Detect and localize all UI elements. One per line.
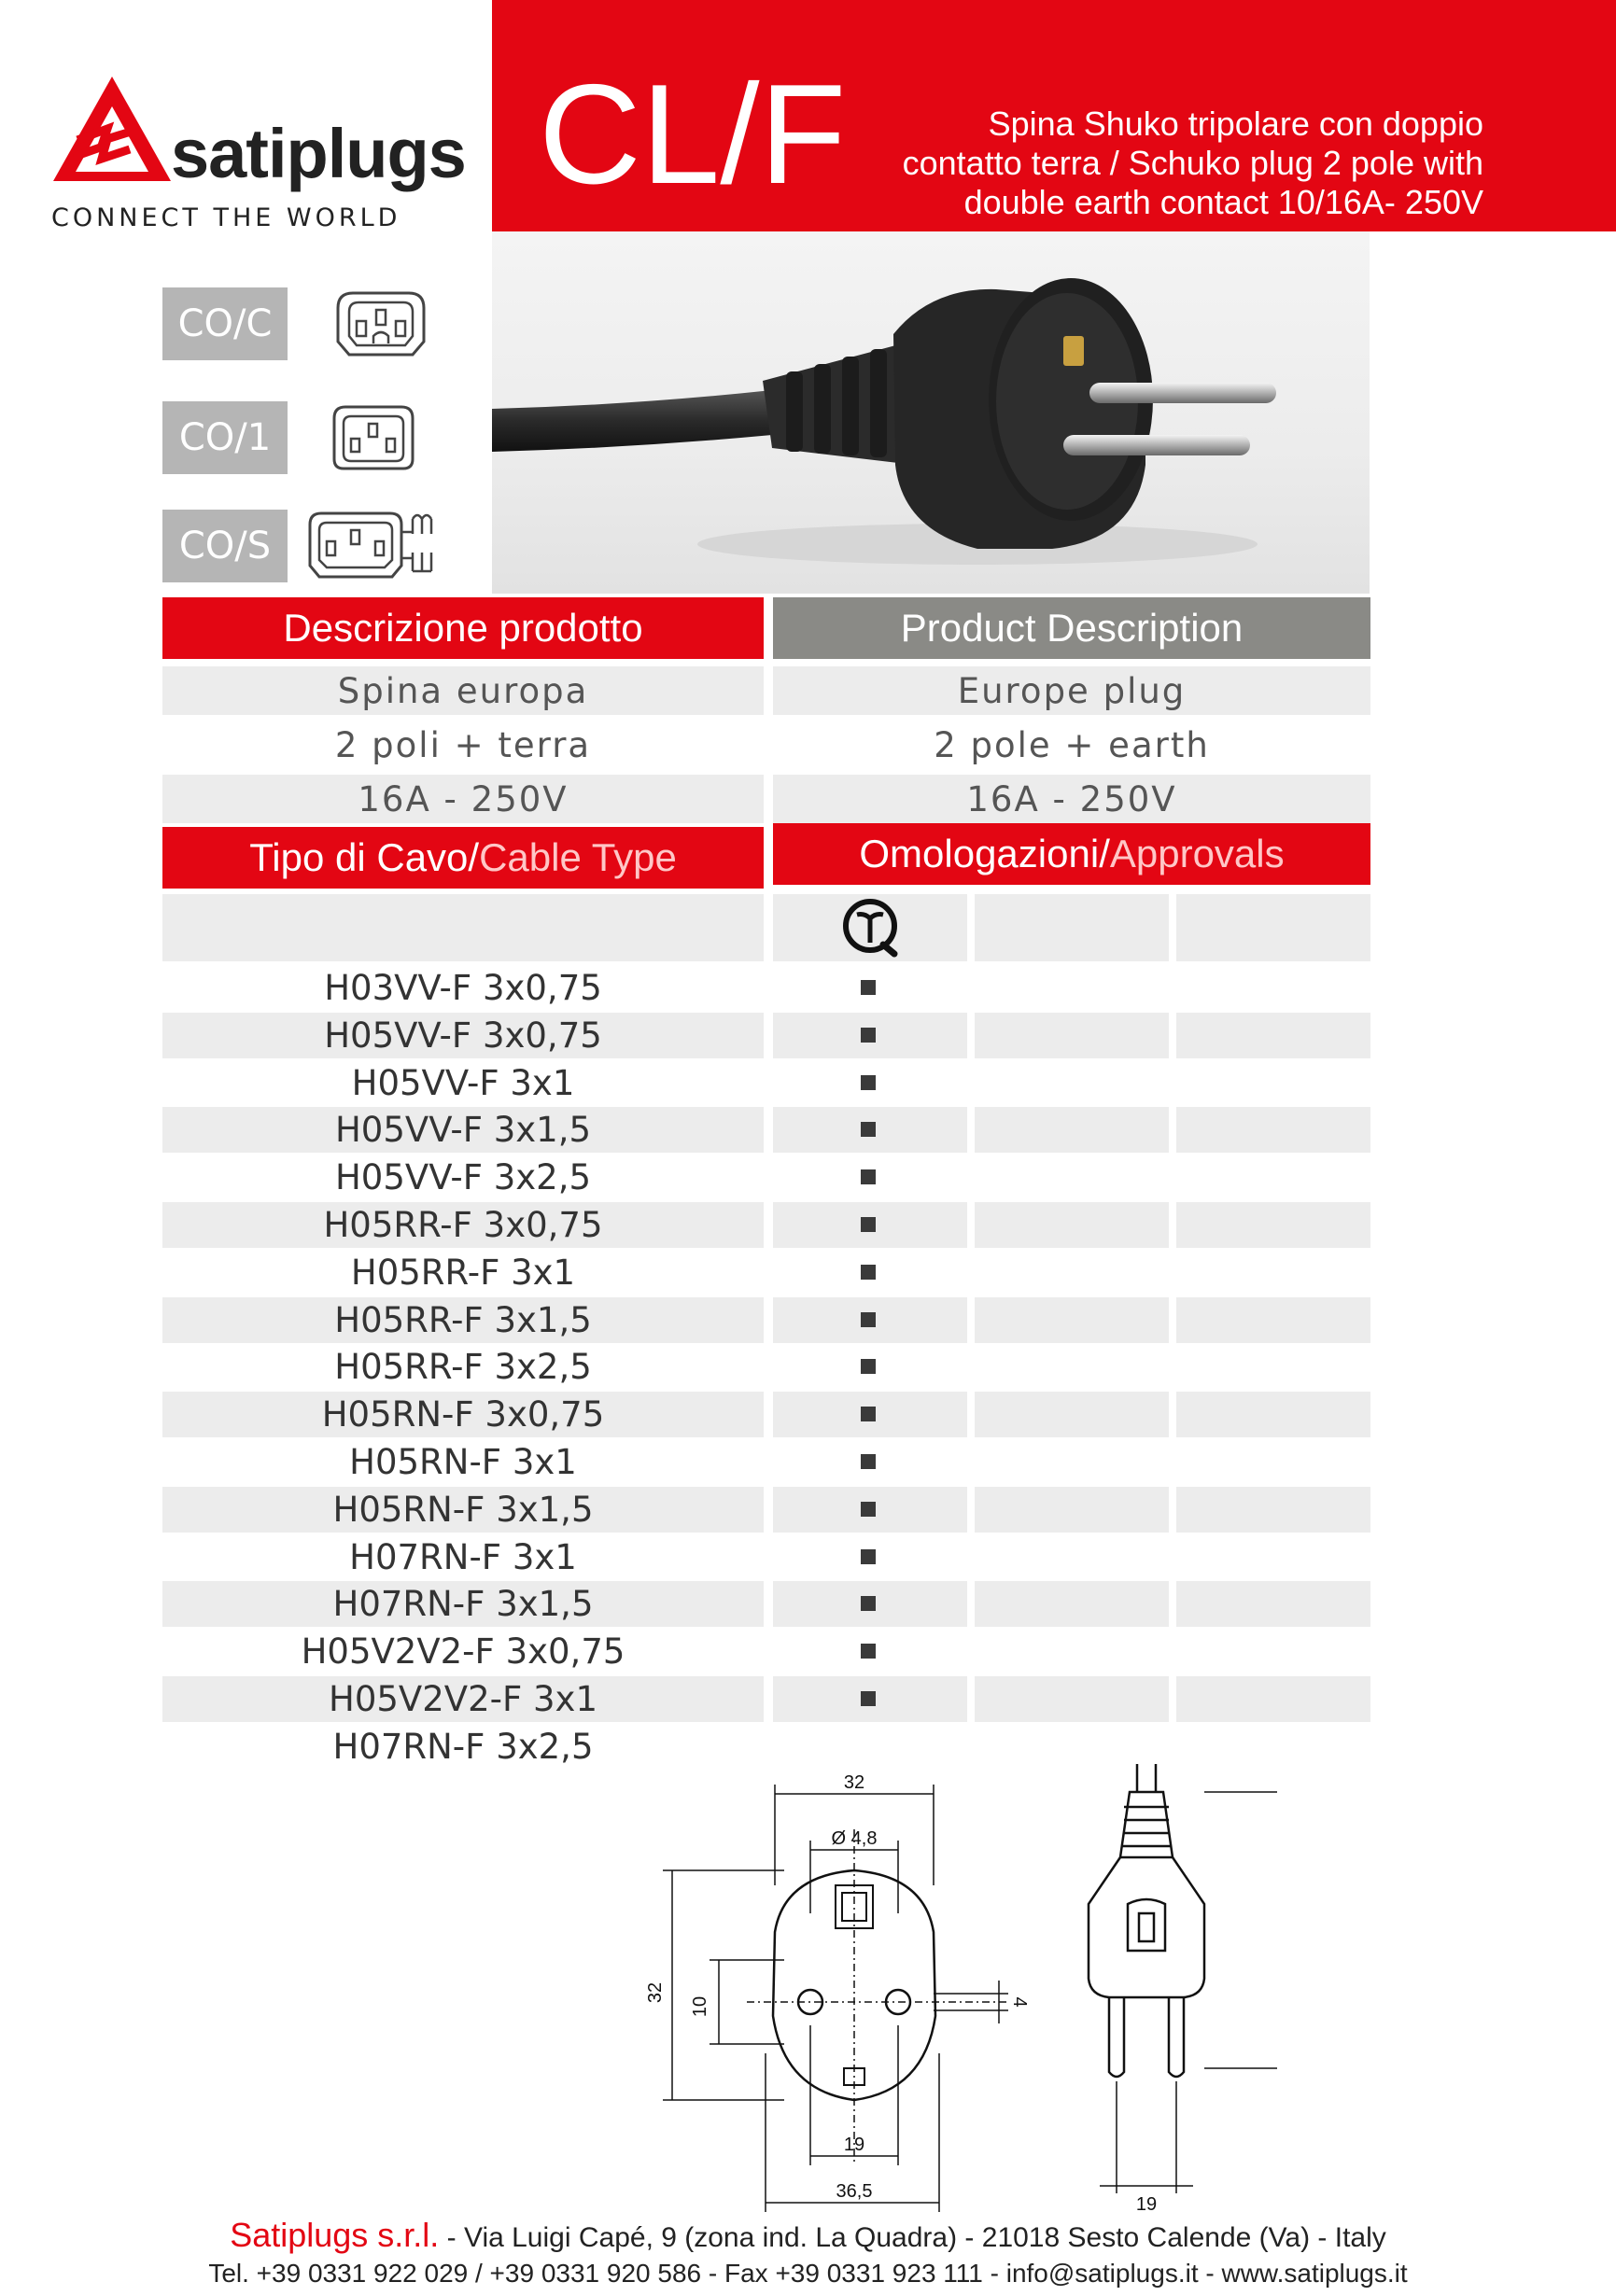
- approval-empty-cell: [975, 1534, 1169, 1580]
- approval-empty-cell: [1176, 1344, 1370, 1390]
- cable-row: H05RN-F 3x1,5: [162, 1487, 764, 1533]
- description-row-it: 16A - 250V: [162, 775, 764, 823]
- dim-pin-height: 10: [690, 1995, 710, 2018]
- cable-row: H05V2V2-F 3x1: [162, 1676, 764, 1722]
- approval-check-mark: [861, 1644, 876, 1659]
- subtitle-line: contatto terra / Schuko plug 2 pole with: [902, 144, 1483, 182]
- approval-check-mark: [861, 1454, 876, 1469]
- approvals-header-en: Approvals: [1109, 832, 1285, 875]
- iec-c13-socket-icon: [334, 289, 428, 358]
- approval-empty-cell: [1176, 1392, 1370, 1437]
- cable-type-header-it: Tipo di Cavo: [249, 835, 469, 879]
- description-row-it: 2 poli + terra: [334, 724, 592, 765]
- footer-contacts: Tel. +39 0331 922 029 / +39 0331 920 586 - Fax +39 0331 923 111 - info@satiplugs.it - www.satiplugs.it: [208, 2259, 1408, 2288]
- subtitle-line: Spina Shuko tripolare con doppio: [988, 105, 1483, 143]
- dim-pin-diameter: Ø 4,8: [831, 1828, 878, 1849]
- approval-check-mark: [861, 1265, 876, 1280]
- dim-side-pin-spacing: 19: [1135, 2194, 1158, 2212]
- product-code: CL/F: [539, 55, 847, 214]
- approval-check-mark: [861, 1691, 876, 1706]
- cable-row: H05RN-F 3x1: [349, 1442, 577, 1482]
- approval-empty-cell: [1176, 1629, 1370, 1674]
- approval-empty-cell: [975, 1013, 1169, 1058]
- product-photo: [492, 231, 1370, 594]
- approval-empty-cell: [975, 1297, 1169, 1343]
- approval-check-mark: [861, 1217, 876, 1232]
- subtitle-line: double earth contact 10/16A- 250V: [963, 183, 1483, 221]
- description-row-en: 2 pole + earth: [934, 724, 1210, 765]
- approval-empty-cell: [1176, 1439, 1370, 1485]
- approval-empty-cell: [1176, 1250, 1370, 1295]
- iec-c5-socket-icon: [330, 403, 416, 472]
- approvals-header-sep: /: [1099, 832, 1110, 875]
- imq-mark-icon: [840, 898, 900, 958]
- approval-empty-cell: [975, 1107, 1169, 1153]
- cable-row: H05V2V2-F 3x0,75: [301, 1631, 625, 1672]
- approval-empty-cell: [975, 1392, 1169, 1437]
- approval-empty-cell: [1176, 894, 1370, 961]
- dim-width: 32: [843, 1773, 865, 1793]
- dim-pin-width: 4: [1009, 1996, 1030, 2008]
- description-header-en-label: Product Description: [900, 606, 1244, 650]
- approval-empty-cell: [975, 1202, 1169, 1248]
- approval-empty-cell: [1176, 1013, 1370, 1058]
- approval-check-mark: [861, 1359, 876, 1374]
- approval-empty-cell: [1176, 1676, 1370, 1722]
- dim-pin-spacing: 19: [843, 2135, 865, 2155]
- front-view-drawing: [644, 1773, 1036, 2221]
- cable-type-header-en: Cable Type: [479, 835, 677, 879]
- approval-check-mark: [861, 1549, 876, 1564]
- brand-tagline: CONNECT THE WORLD: [51, 203, 401, 232]
- approval-check-mark: [861, 1502, 876, 1517]
- approval-empty-cell: [1176, 1534, 1370, 1580]
- approval-check-mark: [861, 1596, 876, 1611]
- approval-empty-cell: [975, 894, 1169, 961]
- approval-empty-cell: [975, 1487, 1169, 1533]
- footer-company: Satiplugs s.r.l.: [230, 2216, 440, 2254]
- cable-row: H05VV-F 3x0,75: [162, 1013, 764, 1058]
- approval-check-mark: [861, 980, 876, 995]
- approval-empty-cell: [1176, 1060, 1370, 1106]
- approval-empty-cell: [975, 1676, 1169, 1722]
- approval-empty-cell: [975, 1155, 1169, 1200]
- cable-row: H05VV-F 3x2,5: [334, 1157, 592, 1197]
- product-subtitle: [903, 105, 1483, 222]
- description-header-en: [773, 597, 1370, 659]
- description-row-en: Europe plug: [773, 666, 1370, 715]
- cable-row: H05VV-F 3x1: [351, 1063, 575, 1103]
- description-row-en: 16A - 250V: [773, 775, 1370, 823]
- variant-label: CO/S: [162, 510, 288, 582]
- cable-type-header-sep: /: [468, 835, 480, 879]
- approval-empty-cell: [975, 1581, 1169, 1627]
- description-header-it: [162, 597, 764, 659]
- approval-empty-cell: [975, 1250, 1169, 1295]
- description-header-it-label: Descrizione prodotto: [283, 606, 643, 650]
- variant-label: CO/C: [162, 287, 288, 360]
- brand-logo: [51, 75, 466, 233]
- approval-empty-cell: [1176, 1155, 1370, 1200]
- cable-row: H05RR-F 3x1,5: [162, 1297, 764, 1343]
- footer-address: - Via Luigi Capé, 9 (zona ind. La Quadra) - 21018 Sesto Calende (Va) - Italy: [439, 2222, 1386, 2253]
- approval-check-mark: [861, 1407, 876, 1421]
- approvals-header: [773, 823, 1370, 885]
- satiplugs-logo-icon: [51, 75, 173, 185]
- approval-empty-cell: [975, 1629, 1169, 1674]
- approval-check-mark: [861, 1075, 876, 1090]
- cable-type-header: [162, 827, 764, 889]
- cable-row: H07RN-F 3x1: [349, 1537, 577, 1577]
- cable-row: H05RR-F 3x2,5: [334, 1347, 592, 1387]
- approval-empty-cell: [975, 1439, 1169, 1485]
- side-view-drawing: [1072, 1764, 1286, 2212]
- cable-row: H05VV-F 3x1,5: [162, 1107, 764, 1153]
- variant-label: CO/1: [162, 401, 288, 474]
- approval-check-mark: [861, 1312, 876, 1327]
- approval-empty-cell: [1176, 1487, 1370, 1533]
- cable-row: H03VV-F 3x0,75: [324, 968, 602, 1008]
- footer-address-line: [0, 2216, 1616, 2255]
- schuko-plug-photo-icon: [492, 231, 1370, 594]
- approvals-header-it: Omologazioni: [859, 832, 1100, 875]
- cable-row: H05RN-F 3x0,75: [162, 1392, 764, 1437]
- approval-empty-cell: [975, 1344, 1169, 1390]
- dim-body-width: 36,5: [836, 2181, 873, 2202]
- description-row-it: Spina europa: [162, 666, 764, 715]
- approval-empty-cell: [1176, 965, 1370, 1011]
- approval-empty-cell: [1176, 1581, 1370, 1627]
- dim-height: 32: [645, 1981, 666, 2004]
- cable-row: H07RN-F 3x1,5: [162, 1581, 764, 1627]
- cable-row: H05RR-F 3x0,75: [162, 1202, 764, 1248]
- brand-name: satiplugs: [171, 115, 466, 192]
- iec-c13-locking-socket-icon: [306, 510, 446, 581]
- cable-row: H05RR-F 3x1: [350, 1253, 576, 1293]
- approval-check-mark: [861, 1028, 876, 1043]
- approval-empty-cell: [1176, 1107, 1370, 1153]
- approval-empty-cell: [975, 1060, 1169, 1106]
- cable-spacer-cell: [162, 894, 764, 961]
- approval-empty-cell: [1176, 1297, 1370, 1343]
- approval-mark-cell: [773, 894, 967, 961]
- approval-empty-cell: [975, 965, 1169, 1011]
- approval-check-mark: [861, 1169, 876, 1184]
- approval-check-mark: [861, 1122, 876, 1137]
- approval-empty-cell: [1176, 1202, 1370, 1248]
- cable-row: H07RN-F 3x2,5: [332, 1727, 594, 1767]
